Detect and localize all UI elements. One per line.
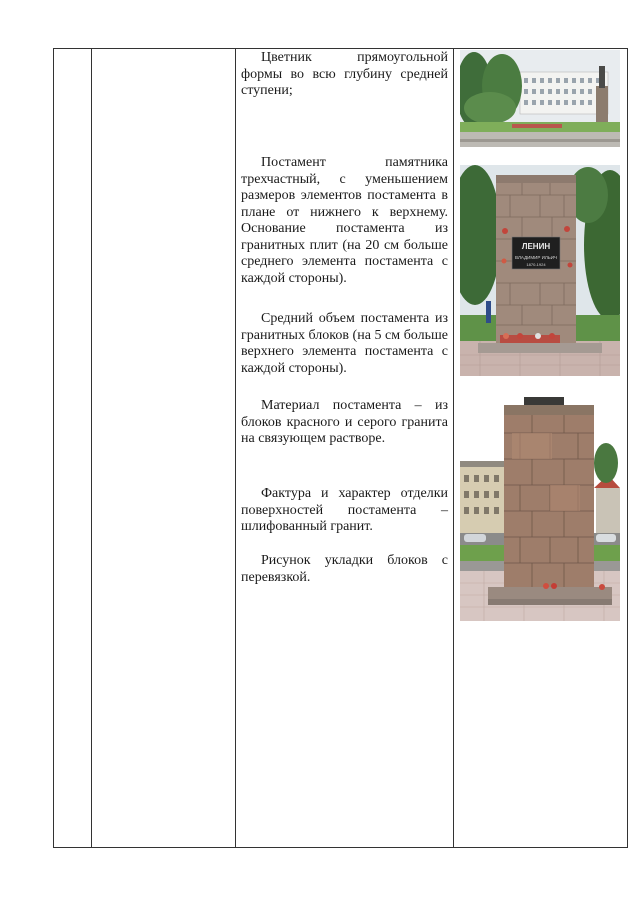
plaque-subname: ВЛАДИМИР ИЛЬИЧ (515, 255, 557, 260)
column-divider-2 (235, 49, 236, 847)
document-table (53, 48, 628, 848)
paragraph-pedestal: Постамент памятника трехчастный, с уменьшением размеров элементов постамента в плане от нижнего к верхнему. Основание постамента из гранитных плит (на 20 см больше среднего элемента постамента с каждой стороны). (241, 155, 448, 286)
photo-flowerbed (460, 50, 620, 147)
plaque-name: ЛЕНИН (521, 242, 551, 251)
paragraph-finish: Фактура и характер отделки поверхностей постамента – шлифованный гранит. (241, 486, 448, 534)
paragraph-masonry: Рисунок укладки блоков с перевязкой. (241, 553, 448, 585)
column-divider-1 (91, 49, 92, 847)
paragraph-flowerbed: Цветник прямоугольной формы во всю глубину средней ступени; (241, 50, 448, 98)
plaque-years: 1870-1924 (526, 262, 546, 267)
paragraph-middle-volume: Средний объем постамента из гранитных блоков (на 5 см больше верхнего элемента постамента с каждой стороны). (241, 311, 448, 376)
photo-pedestal-granite (460, 393, 620, 621)
photo-pedestal-plaque (460, 165, 620, 376)
paragraph-material: Материал постамента – из блоков красного и серого гранита на связующем растворе. (241, 398, 448, 446)
column-divider-3 (453, 49, 454, 847)
